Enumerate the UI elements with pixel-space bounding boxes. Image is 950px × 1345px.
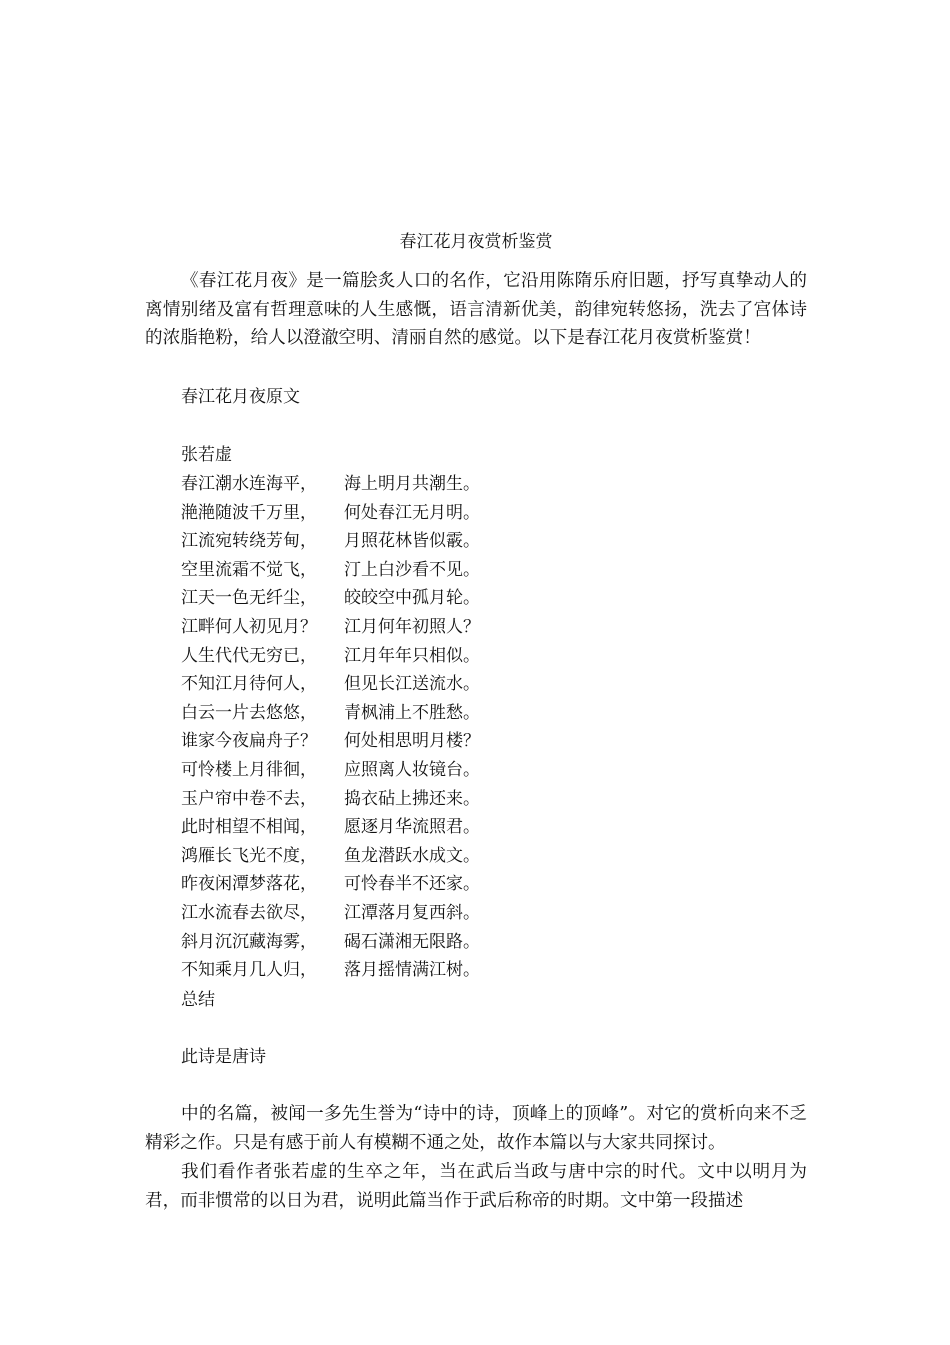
poem-line (181, 499, 581, 528)
poem-line-first-half: 鸿雁长飞光不度， (181, 845, 317, 866)
poem-line-first-half: 江流宛转绕芳甸， (181, 531, 317, 552)
poem-line-second-half: 碣石潇湘无限路。 (344, 931, 480, 952)
poem-line-first-half: 江畔何人初见月？ (181, 616, 317, 637)
summary-line: 此诗是唐诗 (181, 1047, 266, 1067)
poem-line-second-half: 落月摇情满江树。 (344, 960, 480, 981)
poem-line-second-half: 月照花林皆似霰。 (344, 531, 480, 552)
poem-author: 张若虚 (181, 445, 232, 465)
poem-line-first-half: 白云一片去悠悠， (181, 702, 317, 723)
document-title: 春江花月夜赏析鉴赏 (399, 232, 553, 252)
poem-line-second-half: 江月何年初照人？ (344, 616, 480, 637)
poem-line-second-half: 但见长江送流水。 (344, 674, 480, 695)
poem-line (181, 584, 581, 613)
poem-line-first-half: 人生代代无穷已， (181, 645, 317, 666)
poem-line-second-half: 何处相思明月楼？ (344, 731, 480, 752)
poem-line (181, 870, 581, 899)
poem-line-first-half: 滟滟随波千万里， (181, 502, 317, 523)
poem-line-first-half: 昨夜闲潭梦落花， (181, 874, 317, 895)
poem-line (181, 928, 581, 957)
intro-paragraph: 《春江花月夜》是一篇脍炙人口的名作，它沿用陈隋乐府旧题，抒写真挚动人的离情别绪及富有哲理意味的人生感慨，语言清新优美，韵律宛转悠扬，洗去了宫体诗的浓脂艳粉，给人以澄澈空明、清丽自然的感觉。以下是春江花月夜赏析鉴赏！ (145, 271, 807, 349)
poem-line-first-half: 不知江月待何人， (181, 674, 317, 695)
poem-line-second-half: 何处春江无月明。 (344, 502, 480, 523)
poem-line (181, 470, 581, 499)
original-heading: 春江花月夜原文 (181, 387, 300, 407)
poem-line-first-half: 可怜楼上月徘徊， (181, 759, 317, 780)
poem-line (181, 956, 581, 985)
poem-line-first-half: 不知乘月几人归， (181, 960, 317, 981)
poem-line-first-half: 春江潮水连海平， (181, 474, 317, 494)
poem-line-second-half: 鱼龙潜跃水成文。 (344, 845, 480, 866)
poem-line (181, 756, 581, 785)
poem-line (181, 527, 581, 556)
poem-line-first-half: 空里流霜不觉飞， (181, 559, 317, 580)
poem-line-second-half: 应照离人妆镜台。 (344, 759, 480, 780)
poem-line-first-half: 玉户帘中卷不去， (181, 788, 317, 809)
poem-line (181, 842, 581, 871)
poem-line (181, 699, 581, 728)
poem-line (181, 785, 581, 814)
poem-line-first-half: 此时相望不相闻， (181, 817, 317, 838)
poem-line (181, 813, 581, 842)
poem-line-second-half: 江潭落月复西斜。 (344, 902, 480, 923)
poem-line-second-half: 愿逐月华流照君。 (344, 817, 480, 838)
summary-heading: 总结 (181, 990, 215, 1010)
poem-line-second-half: 青枫浦上不胜愁。 (344, 702, 480, 723)
poem-line (181, 642, 581, 671)
analysis-paragraph-2: 我们看作者张若虚的生卒之年，当在武后当政与唐中宗的时代。文中以明月为君，而非惯常的以日为君，说明此篇当作于武后称帝的时期。文中第一段描述 (145, 1162, 807, 1211)
poem-line-second-half: 汀上白沙看不见。 (344, 559, 480, 580)
poem-line-second-half: 可怜春半不还家。 (344, 874, 480, 895)
poem-line-second-half: 皎皎空中孤月轮。 (344, 588, 480, 609)
poem-line (181, 727, 581, 756)
poem-line-second-half: 海上明月共潮生。 (344, 474, 480, 494)
poem-line-second-half: 江月年年只相似。 (344, 645, 480, 666)
poem-line-first-half: 江水流春去欲尽， (181, 902, 317, 923)
poem-line (181, 556, 581, 585)
poem-line-first-half: 江天一色无纤尘， (181, 588, 317, 609)
poem-line (181, 899, 581, 928)
poem-body (181, 470, 581, 985)
analysis-paragraph-1: 中的名篇，被闻一多先生誉为“诗中的诗，顶峰上的顶峰”。对它的赏析向来不乏精彩之作。只是有感于前人有模糊不通之处，故作本篇以与大家共同探讨。 (145, 1104, 807, 1153)
poem-line-second-half: 捣衣砧上拂还来。 (344, 788, 480, 809)
poem-line (181, 670, 581, 699)
poem-line-first-half: 斜月沉沉藏海雾， (181, 931, 317, 952)
poem-line (181, 613, 581, 642)
poem-line-first-half: 谁家今夜扁舟子？ (181, 731, 317, 752)
